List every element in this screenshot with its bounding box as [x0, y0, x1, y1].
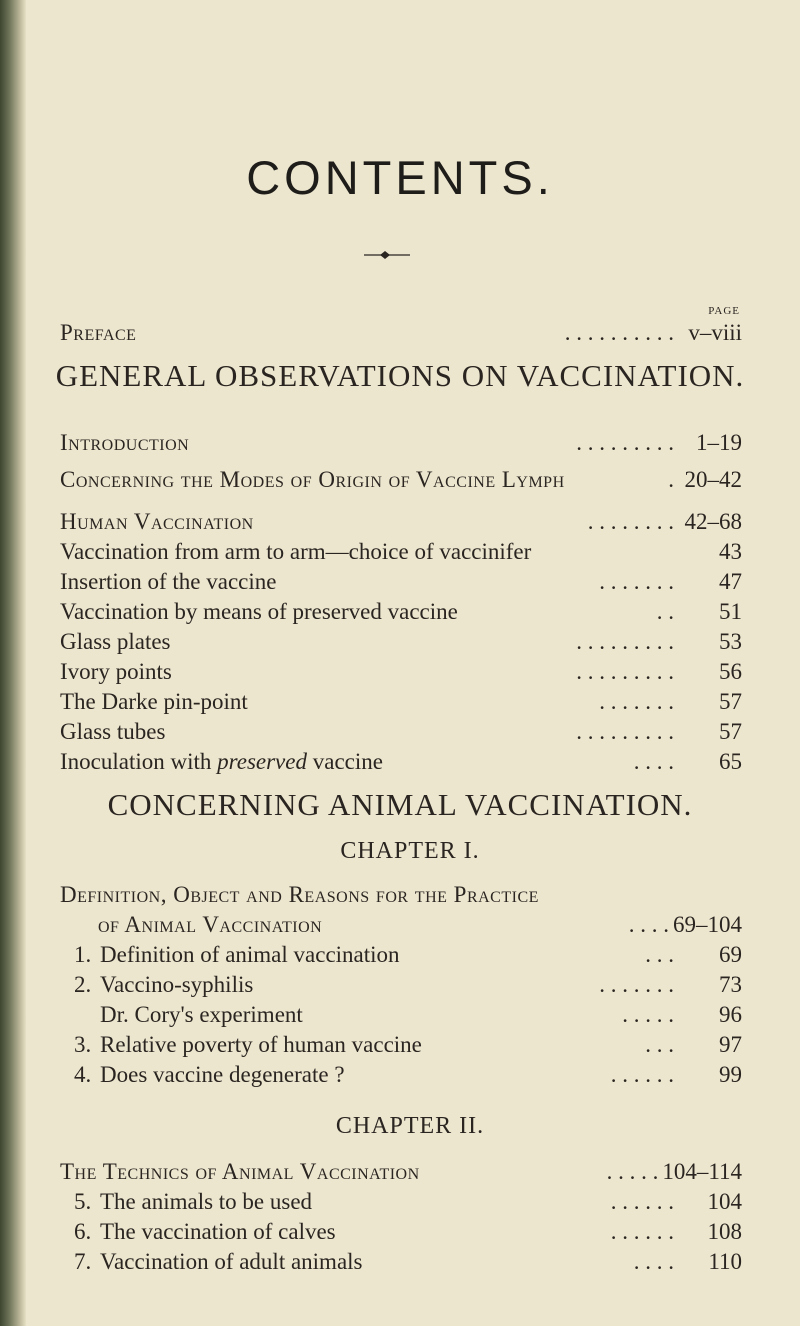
- page-number: 57: [719, 689, 742, 714]
- item-number: 2.: [74, 972, 92, 997]
- toc-entry-label: The Technics of Animal Vaccination: [60, 1159, 420, 1184]
- toc-entry-label: Vaccination by means of preserved vaccine: [60, 599, 458, 624]
- chapter-title: CHAPTER II.: [335, 1113, 485, 1139]
- leader-dots: . . . . .: [606, 1159, 659, 1184]
- leader-dots: . . . .: [628, 912, 669, 937]
- leader-dots: . . . . . . . .: [587, 509, 674, 534]
- page-number: 110: [708, 1249, 742, 1274]
- toc-entry-label: Glass plates: [60, 629, 171, 654]
- toc-subentry[interactable]: [60, 567, 742, 597]
- toc-subentry[interactable]: [60, 687, 742, 717]
- toc-subentry[interactable]: [60, 657, 742, 687]
- toc-entry-introduction[interactable]: [60, 428, 742, 458]
- leader-dots: . . . . . .: [610, 1062, 674, 1087]
- page-column-header: PAGE: [708, 305, 740, 317]
- toc-numbered-item[interactable]: [74, 970, 742, 1000]
- toc-subentry[interactable]: [60, 597, 742, 627]
- toc-entry-label: The animals to be used: [100, 1189, 313, 1214]
- item-number: 5.: [74, 1189, 92, 1214]
- page-number: 99: [719, 1062, 742, 1087]
- toc-entry-label: Concerning the Modes of Origin of Vaccine Lymph: [60, 467, 565, 492]
- toc-numbered-item[interactable]: [74, 1187, 742, 1217]
- page-range: 1–19: [696, 430, 742, 455]
- label-suffix: vaccine: [306, 749, 383, 774]
- toc-entry-label: Insertion of the vaccine: [60, 569, 277, 594]
- toc-entry-definition-line1[interactable]: Definition, Object and Reasons for the Practice: [60, 882, 539, 907]
- leader-dots: . . . . .: [622, 1002, 674, 1027]
- section-heading-animal: CONCERNING ANIMAL VACCINATION.: [107, 787, 693, 822]
- page-title: CONTENTS.: [246, 151, 554, 204]
- toc-numbered-item[interactable]: [74, 1060, 742, 1090]
- leader-dots: . . . . . . . . .: [576, 659, 674, 684]
- page-number: 96: [719, 1002, 742, 1027]
- toc-subentry[interactable]: [60, 627, 742, 657]
- toc-entry-definition[interactable]: [98, 910, 742, 940]
- section-heading-general: GENERAL OBSERVATIONS ON VACCINATION.: [55, 358, 745, 393]
- leader-dots: . . . . . . . . .: [576, 430, 674, 455]
- toc-subentry-inoculation[interactable]: [60, 747, 742, 777]
- label-prefix: Inoculation with: [60, 749, 218, 774]
- toc-subentry[interactable]: [60, 717, 742, 747]
- leader-dots: . . . . . . . . .: [576, 629, 674, 654]
- toc-entry-label: Glass tubes: [60, 719, 166, 744]
- toc-entry-label: of Animal Vaccination: [98, 912, 323, 937]
- item-number: 6.: [74, 1219, 92, 1244]
- toc-entry-label: The vaccination of calves: [100, 1219, 336, 1244]
- toc-entry-label: Dr. Cory's experiment: [100, 1002, 303, 1027]
- page-range: v–viii: [688, 320, 742, 345]
- leader-dots: . . . . . .: [610, 1189, 674, 1214]
- page-number: 53: [719, 629, 742, 654]
- page-range: 69–104: [673, 912, 742, 937]
- page-range: 20–42: [684, 467, 742, 492]
- toc-entry-label: Introduction: [60, 430, 190, 455]
- toc-numbered-item[interactable]: [74, 940, 742, 970]
- page-number: 57: [719, 719, 742, 744]
- chapter-title: CHAPTER I.: [340, 838, 480, 864]
- page-number: 69: [719, 942, 742, 967]
- leader-dots: . . . . . .: [610, 1219, 674, 1244]
- page-range: 42–68: [684, 509, 742, 534]
- toc-entry-label: Preface: [60, 320, 137, 345]
- toc-numbered-item[interactable]: [74, 1030, 742, 1060]
- page-number: 97: [719, 1032, 742, 1057]
- toc-entry-preface[interactable]: [60, 318, 742, 348]
- leader-dots: . . .: [645, 942, 674, 967]
- leader-dots: . . . . . . .: [599, 689, 674, 714]
- item-number: 4.: [74, 1062, 92, 1087]
- toc-entry-label: Relative poverty of human vaccine: [100, 1032, 422, 1057]
- toc-entry-label: Does vaccine degenerate ?: [100, 1062, 345, 1087]
- page-number: 65: [719, 749, 742, 774]
- toc-entry-label: [60, 747, 383, 777]
- leader-dots: . . . . . . . . . .: [564, 320, 674, 345]
- toc-subentry[interactable]: [60, 537, 742, 567]
- toc-numbered-item[interactable]: [74, 1217, 742, 1247]
- leader-dots: . .: [656, 599, 674, 624]
- leader-dots: . . .: [645, 1032, 674, 1057]
- toc-entry-label: Human Vaccination: [60, 509, 254, 534]
- toc-numbered-item[interactable]: [74, 1000, 742, 1030]
- page-number: 47: [719, 569, 742, 594]
- item-number: 1.: [74, 942, 92, 967]
- leader-dots: . . . . . . .: [599, 972, 674, 997]
- item-number: 7.: [74, 1249, 92, 1274]
- page-number: 108: [707, 1219, 742, 1244]
- toc-entry-human-vaccination[interactable]: [60, 507, 742, 537]
- leader-dots: . . . .: [633, 749, 674, 774]
- item-number: 3.: [74, 1032, 92, 1057]
- leader-dots: . . . . . . . . .: [576, 719, 674, 744]
- leader-dots: .: [668, 467, 674, 492]
- page-number: 73: [719, 972, 742, 997]
- toc-entry-label: Vaccination from arm to arm—choice of vaccinifer: [60, 539, 532, 564]
- leader-dots: . . . . . . .: [599, 569, 674, 594]
- toc-entry-label: Ivory points: [60, 659, 172, 684]
- toc-entry-label: The Darke pin-point: [60, 689, 248, 714]
- leader-dots: . . . .: [633, 1249, 674, 1274]
- page-range: 104–114: [662, 1159, 742, 1184]
- toc-numbered-item[interactable]: [74, 1247, 742, 1277]
- toc-entry-label: Vaccination of adult animals: [100, 1249, 363, 1274]
- page-number: 104: [707, 1189, 742, 1214]
- page-number: 43: [719, 539, 742, 564]
- toc-entry-label: Definition of animal vaccination: [100, 942, 400, 967]
- page-number: 56: [719, 659, 742, 684]
- toc-entry-technics[interactable]: [60, 1157, 742, 1187]
- page-number: 51: [719, 599, 742, 624]
- toc-entry-modes-of-origin[interactable]: [60, 465, 742, 495]
- toc-entry-label: Vaccino-syphilis: [100, 972, 254, 997]
- ornamental-rule-icon: [362, 248, 412, 262]
- label-italic: preserved: [217, 749, 307, 774]
